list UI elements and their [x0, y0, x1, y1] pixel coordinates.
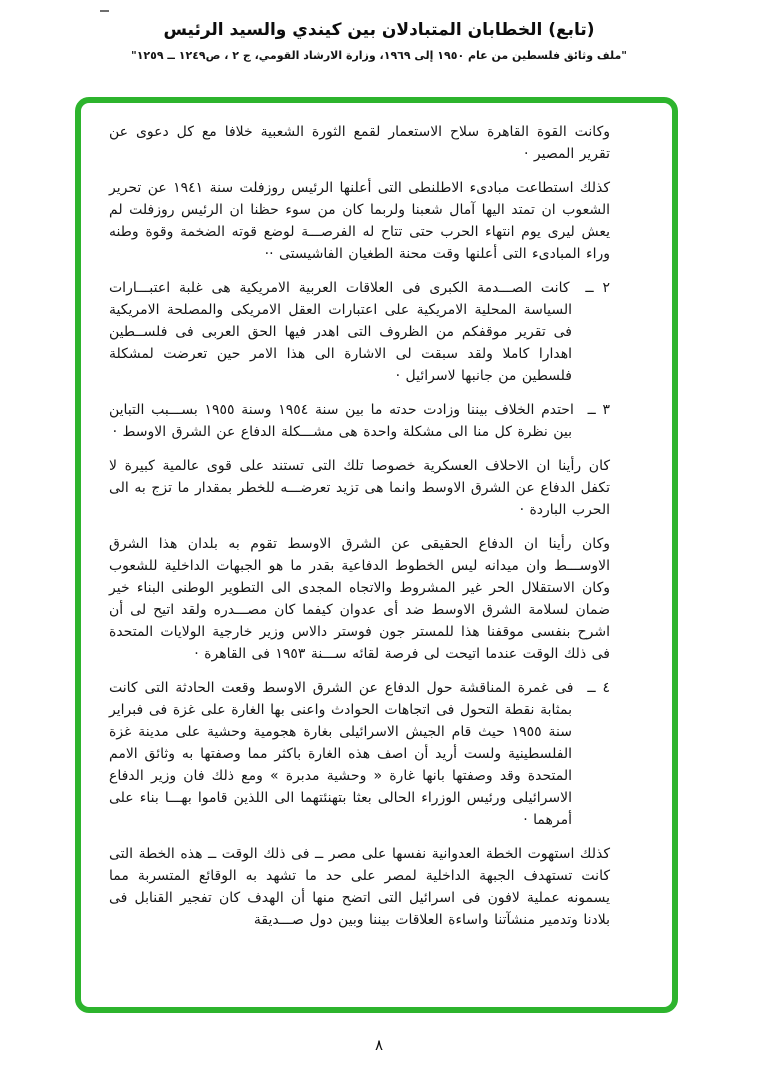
numbered-paragraph-4	[109, 677, 610, 831]
paragraph-text: كان رأينا ان الاحلاف العسكرية خصوصا تلك التى تستند على قوى عالمية كبيرة لا تكفل الدفاع عن الشرق الاوسط وانما هى تزيد تعرضـــه للخطر بمقدار ما تزج به الى الحرب الباردة ·	[109, 458, 610, 518]
paragraph	[109, 121, 610, 165]
scan-artifact-dash	[100, 10, 109, 12]
document-source-citation: "ملف وثائق فلسطين من عام ١٩٥٠ إلى ١٩٦٩، وزارة الارشاد القومي، ج ٢ ، ص١٢٤٩ ــ ١٢٥٩"	[130, 49, 627, 62]
item-number: ٢ ــ	[585, 280, 610, 296]
paragraph-text: كانت الصـــدمة الكبرى فى العلاقات العربية الامريكية هى غلبة اعتبـــارات السياسة المحلية الامريكية على اعتبارات العقل الامريكى والمصلحة الامريكية فى تقرير موقفكم من الظروف التى اهدر فيها الحق العربى فى فلســطين اهدارا كاملا ولقد سبقت لى الاشارة الى هذا الامر حين تعرضت لمشكلة فلسطين من جانبها لاسرائيل ·	[109, 280, 572, 384]
green-border-frame	[75, 97, 678, 1013]
numbered-paragraph-2	[109, 277, 610, 387]
page-header	[0, 20, 758, 62]
numbered-paragraph-3	[109, 399, 610, 443]
item-number: ٤ ــ	[587, 680, 610, 696]
paragraph-text: فى غمرة المناقشة حول الدفاع عن الشرق الاوسط وقعت الحادثة التى كانت بمثابة نقطة التحول فى اتجاهات الحوادث واعنى بها الغارة على غزة فى فبراير سنة ١٩٥٥ حيث قام الجيش الاسرائيلى بغارة هجومية وحشية على مدينة غزة الفلسطينية ولست أريد أن اصف هذه الغارة باكثر مما وصفتها به وثائق الامم المتحدة وقد وصفتها بانها غارة « وحشية مدبرة » ومع ذلك فان وزير الدفاع الاسرائيلى ورئيس الوزراء الحالى بعثا بتهنئتهما الى اللذين قاموا بهـــا بناء على أمرهما ·	[109, 680, 574, 828]
document-body	[87, 109, 666, 1001]
paragraph-text: وكانت القوة القاهرة سلاح الاستعمار لقمع الثورة الشعبية خلافا مع كل دعوى عن تقرير المصير ·	[109, 124, 610, 162]
page-number: ٨	[374, 1036, 384, 1054]
paragraph	[109, 177, 610, 265]
paragraph	[109, 533, 610, 665]
paragraph	[109, 455, 610, 521]
paragraph-text: احتدم الخلاف بيننا وزادت حدته ما بين سنة ١٩٥٤ وسنة ١٩٥٥ بســـبب التباين بين نظرة كل منا الى مشكلة واحدة هى مشـــكلة الدفاع عن الشرق الاوسط ·	[109, 402, 574, 440]
paragraph-text: كذلك استطاعت مبادىء الاطلنطى التى أعلنها الرئيس روزفلت سنة ١٩٤١ عن تحرير الشعوب ان تمتد اليها آمال شعبنا ولربما كان من سوء حظنا ان الرئيس روزفلت لم يعش ليرى يوم انتهاء الحرب حتى تتاح له الفرصـــة لوضع قوته الضخمة وقوة وطنه وراء المبادىء التى أعلنها وقت محنة الطغيان الفاشيستى ··	[109, 180, 611, 262]
paragraph-text: وكان رأينا ان الدفاع الحقيقى عن الشرق الاوسط تقوم به بلدان هذا الشرق الاوســـط وان ميدانه ليس الخطوط الدفاعية بقدر ما هو الجبهات الداخلية للشعوب وكان الاستقلال الحر غير المشروط والاتجاه المجدى الى التطوير الوطنى البناء خير ضمان لسلامة الشرق الاوسط ضد أى عدوان كيفما كان مصـــدره ولقد اتيح لى أن اشرح بنفسى موقفنا هذا للمستر جون فوستر دالاس وزير خارجية الولايات المتحدة فى ذلك الوقت عندما اتيحت لى فرصة لقائه ســـنة ١٩٥٣ فى القاهرة ·	[109, 536, 610, 662]
paragraph-text: كذلك استهوت الخطة العدوانية نفسها على مصر ــ فى ذلك الوقت ــ هذه الخطة التى كانت تستهدف الجبهة الداخلية لمصر على حد ما تشهد به الوقائع المتسربة مما يسمونه عملية لافون فى اسرائيل التى اتضح منها أن الهدف كان تفجير القنابل فى بلادنا وتدمير منشآتنا واساءة العلاقات بيننا وبين دول صـــديقة	[109, 846, 610, 928]
item-number: ٣ ــ	[587, 402, 611, 418]
paragraph	[109, 843, 610, 931]
document-title: (تابع) الخطابان المتبادلان بين كيندي والسيد الرئيس	[163, 20, 595, 40]
